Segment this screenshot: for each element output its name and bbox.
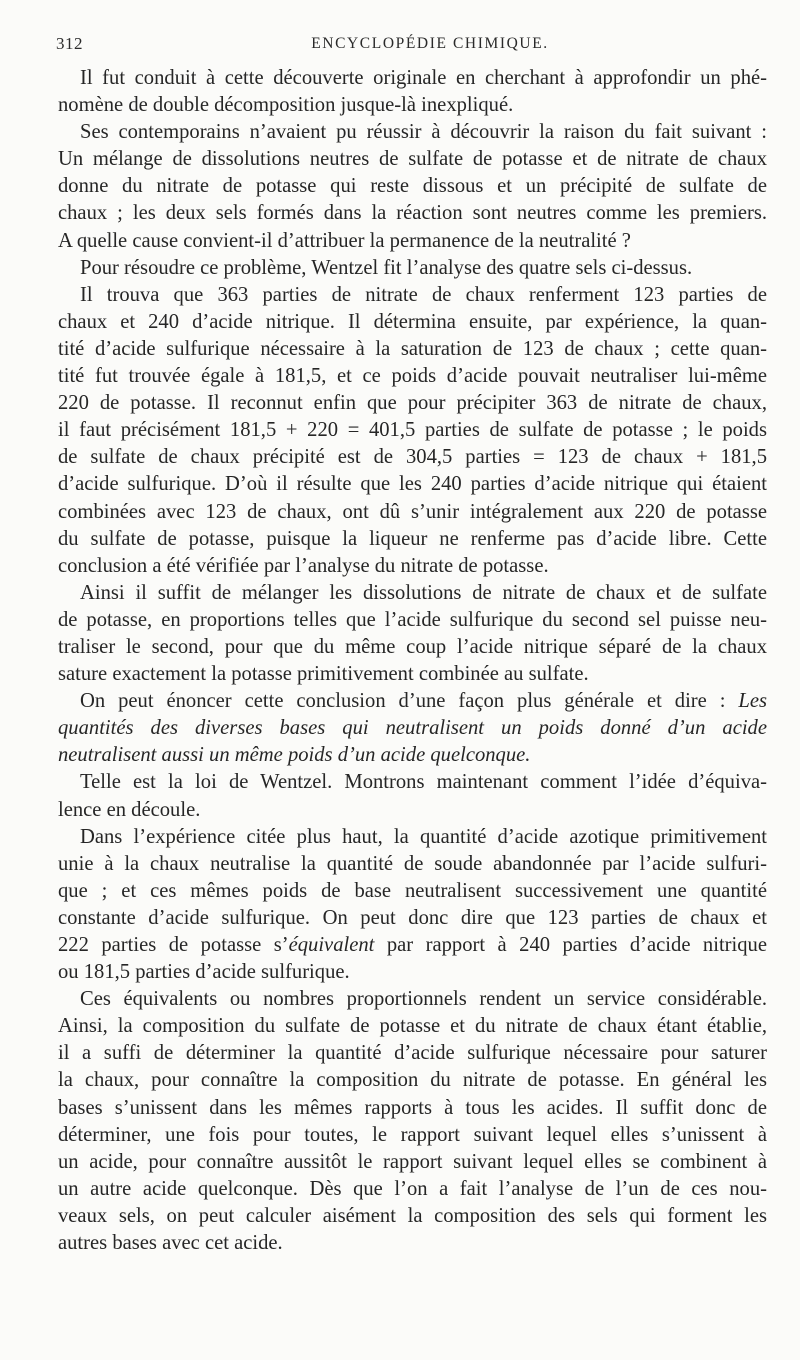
text-line (58, 824, 767, 851)
line-text: 220 de potasse. Il reconnut enfin que pour précipiter 363 de nitrate de chaux, (58, 392, 767, 415)
line-text: Il trouva que 363 parties de nitrate de chaux renferment 123 parties de (80, 283, 767, 306)
line-text: traliser le second, pour que du même coup l’acide nitrique séparé de la chaux (58, 635, 767, 658)
line-text: donne du nitrate de potasse qui reste dissous et un précipité de sulfate de (58, 175, 767, 198)
text-line (58, 499, 767, 526)
line-text: 222 parties de potasse s’ (58, 934, 289, 956)
page-number: 312 (56, 34, 83, 53)
line-text: il a suffi de déterminer la quantité d’acide sulfurique nécessaire pour saturer (58, 1042, 767, 1065)
text-line (58, 65, 767, 92)
line-text: Ses contemporains n’avaient pu réussir à découvrir la raison du fait suivant : (80, 121, 767, 144)
text-line (58, 742, 767, 769)
text-line (58, 905, 767, 932)
line-text: chaux et 240 d’acide nitrique. Il détermina ensuite, par expérience, la quan- (58, 310, 767, 333)
line-text: On peut énoncer cette conclusion d’une façon plus générale et dire : (80, 690, 726, 713)
text-line (58, 607, 767, 634)
text-line (58, 769, 767, 796)
italic-text: quantités des diverses bases qui neutralisent un poids donné d’un acide (58, 717, 767, 740)
text-line (58, 444, 767, 471)
text-line (58, 1013, 767, 1040)
line-text: conclusion a été vérifiée par l’analyse du nitrate de potasse. (58, 554, 549, 577)
line-text: chaux ; les deux sels formés dans la réaction sont neutres comme les premiers. (58, 202, 767, 225)
line-text: que ; et ces mêmes poids de base neutralisent successivement une quantité (58, 879, 767, 902)
line-text: nomène de double décomposition jusque-là inexpliqué. (58, 94, 514, 117)
italic-text: équivalent (288, 934, 375, 956)
text-line (58, 715, 767, 742)
text-line (58, 634, 767, 661)
text-line (58, 1067, 767, 1094)
text-line (58, 580, 767, 607)
italic-text: neutralisent aussi un même poids d’un acide quelconque. (58, 744, 531, 767)
text-line (58, 390, 767, 417)
text-line (58, 228, 767, 255)
line-text: Dans l’expérience citée plus haut, la quantité d’acide azotique primitivement (80, 825, 767, 848)
text-line (58, 282, 767, 309)
line-text: autres bases avec cet acide. (58, 1232, 283, 1255)
text-line (58, 471, 767, 498)
text-line (58, 173, 767, 200)
text-line (58, 661, 767, 688)
text-line (58, 851, 767, 878)
text-line (58, 92, 767, 119)
line-text: de potasse, en proportions telles que l’acide sulfurique du second sel puisse neu- (58, 608, 767, 631)
line-text: du sulfate de potasse, puisque la liqueur ne renferme pas d’acide libre. Cette (58, 527, 767, 550)
text-line (58, 119, 767, 146)
text-line (58, 959, 767, 986)
text-line (58, 146, 767, 173)
line-text: unie à la chaux neutralise la quantité de soude abandonnée par l’acide sulfuri- (58, 852, 767, 875)
line-text: il faut précisément 181,5 + 220 = 401,5 parties de sulfate de potasse ; le poids (58, 419, 767, 442)
line-text: d’acide sulfurique. D’où il résulte que les 240 parties d’acide nitrique qui étaient (58, 473, 767, 496)
text-line (58, 255, 767, 282)
text-line (58, 1122, 767, 1149)
text-line (58, 363, 767, 390)
text-line (58, 336, 767, 363)
text-line (58, 932, 767, 959)
body-text (58, 65, 767, 1257)
line-text: la chaux, pour connaître la composition du nitrate de potasse. En général les (58, 1069, 767, 1092)
line-text: A quelle cause convient-il d’attribuer la permanence de la neutralité ? (58, 229, 631, 252)
line-text: Telle est la loi de Wentzel. Montrons maintenant comment l’idée d’équiva- (80, 771, 767, 794)
line-text-after: par rapport à 240 parties d’acide nitrique (374, 934, 767, 956)
text-line (58, 1149, 767, 1176)
text-line (58, 1095, 767, 1122)
running-title: ENCYCLOPÉDIE CHIMIQUE. (311, 35, 549, 52)
text-line (58, 1230, 767, 1257)
text-line (58, 1176, 767, 1203)
text-line (58, 417, 767, 444)
text-line (58, 309, 767, 336)
running-head (56, 34, 764, 56)
italic-text: Les (738, 690, 767, 713)
text-line (58, 1203, 767, 1230)
line-text: Ainsi il suffit de mélanger les dissolutions de nitrate de chaux et de sulfate (80, 581, 767, 604)
line-text: déterminer, une fois pour toutes, le rapport suivant lequel elles s’unissent à (58, 1123, 767, 1146)
text-line (58, 200, 767, 227)
line-text: de sulfate de chaux précipité est de 304,5 parties = 123 de chaux + 181,5 (58, 446, 767, 469)
line-text: tité fut trouvée égale à 181,5, et ce poids d’acide pouvait neutraliser lui-même (58, 365, 767, 388)
line-text: un autre acide quelconque. Dès que l’on a fait l’analyse de l’un de ces nou- (58, 1177, 767, 1200)
line-text: constante d’acide sulfurique. On peut donc dire que 123 parties de chaux et (58, 906, 767, 929)
line-text: Un mélange de dissolutions neutres de sulfate de potasse et de nitrate de chaux (58, 148, 767, 171)
line-text: Ainsi, la composition du sulfate de potasse et du nitrate de chaux étant établie, (58, 1015, 767, 1038)
line-text: bases s’unissent dans les mêmes rapports à tous les acides. Il suffit donc de (58, 1096, 767, 1119)
line-text: sature exactement la potasse primitivement combinée au sulfate. (58, 663, 589, 686)
line-text: lence en découle. (58, 798, 201, 821)
text-line (58, 797, 767, 824)
line-text: combinées avec 123 de chaux, ont dû s’unir intégralement aux 220 de potasse (58, 500, 767, 523)
text-line (58, 526, 767, 553)
line-text: tité d’acide sulfurique nécessaire à la saturation de 123 de chaux ; cette quan- (58, 337, 767, 360)
text-line (58, 878, 767, 905)
line-text: ou 181,5 parties d’acide sulfurique. (58, 961, 350, 984)
text-line (58, 553, 767, 580)
line-text: veaux sels, on peut calculer aisément la composition des sels qui forment les (58, 1204, 767, 1227)
text-line (58, 1040, 767, 1067)
line-text: Ces équivalents ou nombres proportionnels rendent un service considérable. (80, 988, 767, 1011)
line-text: Pour résoudre ce problème, Wentzel fit l’analyse des quatre sels ci-dessus. (80, 256, 693, 279)
line-text: un acide, pour connaître aussitôt le rapport suivant lequel elles se combinent à (58, 1150, 767, 1173)
text-line (58, 688, 767, 715)
line-text: Il fut conduit à cette découverte originale en cherchant à approfondir un phé- (80, 67, 767, 89)
text-line (58, 986, 767, 1013)
